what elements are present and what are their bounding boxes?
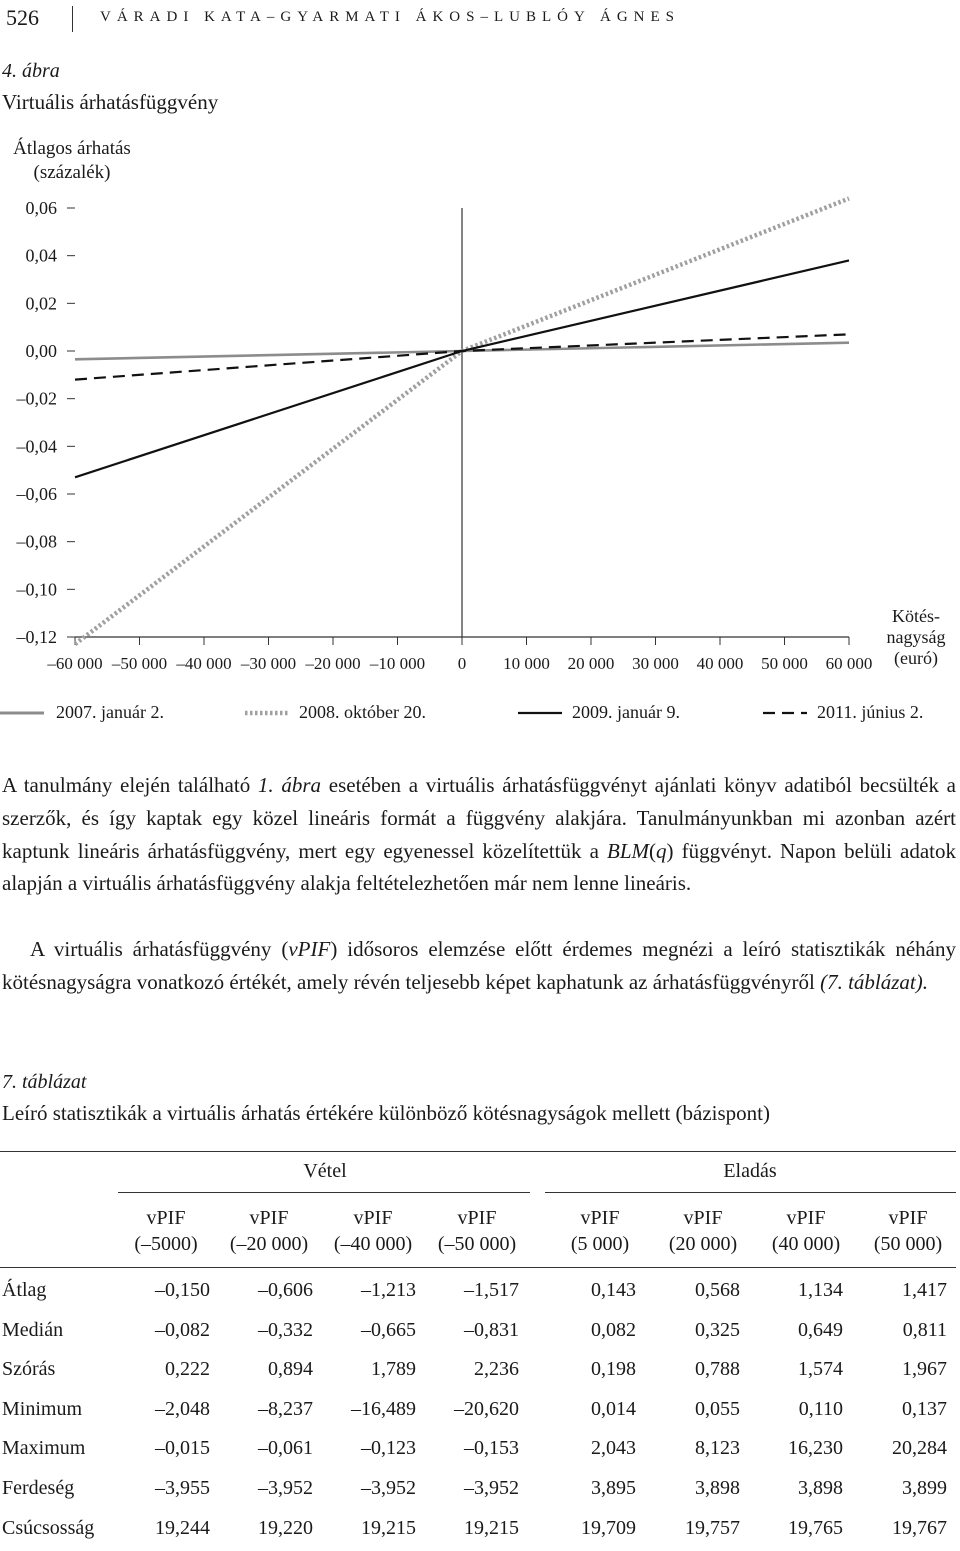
table-group-rule-right [545,1192,956,1193]
y-tick-label: –0,10 [16,579,57,600]
table-row-label: Csúcsosság [2,1516,95,1539]
table-column-header: vPIF [888,1207,928,1229]
table-column-header: vPIF [353,1207,393,1229]
x-tick-label: –10 000 [369,654,426,673]
x-tick-label: –30 000 [240,654,297,673]
legend-item [0,702,164,723]
y-tick-label: 0,04 [25,245,57,266]
table-row-label: Maximum [2,1437,86,1460]
legend-swatch [245,708,289,718]
y-tick-label: –0,04 [16,436,57,457]
table-cell: 8,123 [695,1437,740,1460]
table-column-header: (40 000) [771,1233,841,1255]
table-cell: 0,568 [695,1279,740,1301]
table-row-label: Ferdeség [2,1477,75,1499]
table-column-header: (–40 000) [333,1233,413,1255]
table-cell: 1,574 [798,1358,843,1381]
y-tick-label: –0,06 [16,484,57,504]
table-column-header: (50 000) [873,1233,943,1255]
table-cell: 3,898 [798,1477,843,1499]
table-cell: –0,015 [155,1437,210,1460]
text-run: esetében a virtuális árhatásfüggvényt ajánlati könyv adatiból becsülték a szerzők, és így kaptak egy közel lineáris formát a függvény alakjára. Tanulmányunkban mi azonban azért kaptunk lineáris árhatásfüggvény, mert egy egyenessel közelítettük a [2,773,956,863]
table-cell: 3,898 [695,1477,740,1499]
table-cell: –0,061 [258,1437,313,1460]
table-cell: 2,043 [591,1437,636,1460]
x-tick-label: –40 000 [176,654,232,673]
table-group-header: Eladás [723,1160,777,1182]
y-tick-label: 0,00 [25,341,57,361]
table-cell: –0,123 [361,1437,416,1460]
table-cell: 0,143 [591,1279,636,1301]
table-cell: 1,134 [798,1279,843,1301]
x-tick-label: 60 000 [825,654,873,673]
table-cell: –0,831 [464,1318,519,1341]
body-paragraph-2 [2,933,956,999]
table-label: 7. táblázat [2,1071,87,1093]
body-paragraph-1 [2,769,956,900]
table-column-header: (–20 000) [229,1233,309,1255]
x-tick-label: 10 000 [503,654,550,673]
x-tick-label: –20 000 [305,654,361,673]
table-cell: –3,952 [258,1477,313,1499]
table-cell: –0,665 [361,1318,416,1341]
x-tick-label: –50 000 [111,654,168,673]
table-row-label: Medián [2,1318,64,1341]
table-cell: –8,237 [258,1397,313,1420]
table-cell: 19,215 [361,1516,416,1539]
table-cell: –0,082 [155,1318,210,1341]
table-cell: 0,811 [902,1318,947,1341]
legend-item [763,702,923,723]
legend-label: 2008. október 20. [299,702,426,722]
y-tick-label: 0,06 [25,198,57,218]
table-cell: 0,198 [591,1358,636,1381]
table-cell: –3,955 [155,1477,210,1499]
header-authors: VÁRADI KATA–GYARMATI ÁKOS–LUBLÓY ÁGNES [100,9,680,25]
table-cell: 0,014 [591,1397,636,1420]
figure-title: Virtuális árhatásfüggvény [2,90,219,114]
table-cell: 0,894 [268,1358,313,1381]
y-axis-label-line: (százalék) [33,162,111,183]
table-row-label: Minimum [2,1397,83,1420]
legend-swatch [0,708,46,718]
table-cell: 1,789 [371,1358,416,1381]
y-axis-label-line: Átlagos árhatás [13,138,131,159]
x-tick-label: 40 000 [696,654,744,673]
text-run: A virtuális árhatásfüggvény ( [30,937,289,961]
text-run: A tanulmány elején található [2,773,258,797]
table-cell: –3,952 [464,1477,519,1499]
table-cell: 19,244 [155,1516,210,1539]
table-cell: 0,222 [165,1358,210,1381]
legend-label: 2011. június 2. [817,702,924,722]
table-cell: 0,110 [798,1397,843,1420]
table-cell: 19,767 [892,1516,947,1539]
page-number: 526 [6,5,39,30]
table-cell: 0,325 [695,1318,740,1341]
table-cell: 1,967 [902,1358,947,1381]
legend-item [245,702,426,723]
table-cell: 0,649 [798,1318,843,1341]
chart-legend [0,702,960,732]
table-cell: 0,055 [695,1397,740,1420]
table-cell: –0,153 [464,1437,519,1460]
table-cell: –0,606 [258,1279,313,1301]
legend-label: 2009. január 9. [572,702,680,722]
y-tick-label: –0,02 [16,388,57,409]
table-cell: 3,895 [591,1477,636,1499]
table-cell: 3,899 [902,1477,947,1499]
text-run: q [656,838,667,863]
y-tick-label: –0,08 [16,531,57,552]
table-cell: –0,332 [258,1318,313,1341]
table-cell: –1,213 [361,1279,416,1301]
y-tick-label: 0,02 [25,293,57,314]
text-run: vPIF [288,937,331,961]
x-tick-label: 30 000 [632,654,679,673]
x-axis-label-line: Kötés- [892,606,940,626]
text-run: (7. táblázat). [820,969,929,994]
table-cell: –2,048 [155,1397,210,1420]
table-top-rule [0,1151,956,1152]
table-column-header: vPIF [146,1207,186,1229]
table-column-header: vPIF [249,1207,289,1229]
table-column-header: (–50 000) [437,1233,517,1255]
x-tick-label: –60 000 [47,654,103,673]
text-run: BLM [607,838,649,863]
table-cell: 2,236 [474,1358,519,1381]
table-cell: –3,952 [361,1477,416,1499]
legend-item [518,702,680,723]
table-cell: 19,709 [581,1516,636,1539]
x-tick-label: 0 [457,654,467,673]
legend-swatch [518,708,562,718]
table-row-label: Átlag [2,1279,47,1301]
table-column-header: vPIF [580,1207,620,1229]
table-cell: –16,489 [351,1397,416,1420]
table-group-rule-left [118,1192,530,1193]
x-axis-label-line: nagyság [886,627,946,647]
legend-label: 2007. január 2. [56,702,164,722]
table-column-header: vPIF [683,1207,723,1229]
table-cell: 0,788 [695,1358,740,1381]
table-cell: –1,517 [464,1279,519,1301]
text-run: 1. ábra [257,773,322,797]
table-header-rule [0,1267,956,1268]
table-group-header: Vétel [303,1160,347,1182]
table-column-header: (–5000) [134,1233,198,1255]
table-column-header: vPIF [457,1207,497,1229]
figure-label: 4. ábra [2,60,60,82]
text-run: ) idősoros elemzése előtt érdemes megnézi a leíró statisztikák néhány kötésnagyságra vonatkozó értékét, amely révén teljesebb képet kaphatunk az árhatásfüggvényről [2,937,956,994]
x-tick-label: 50 000 [761,654,808,673]
table-cell: –20,620 [454,1397,519,1420]
table-cell: 20,284 [892,1437,947,1460]
table-cell: –0,150 [155,1279,210,1301]
table-cell: 19,757 [685,1516,740,1539]
table-cell: 16,230 [788,1437,843,1460]
table-cell: 19,220 [258,1516,313,1539]
table-row-label: Szórás [2,1358,56,1381]
table-cell: 19,215 [464,1516,519,1539]
table-cell: 19,765 [788,1516,843,1539]
legend-swatch [763,708,807,718]
chart-svg [0,0,960,700]
table-cell: 0,137 [902,1397,947,1420]
y-tick-label: –0,12 [16,627,57,647]
table-column-header: (5 000) [570,1233,630,1255]
table-cell: 0,082 [591,1318,636,1341]
text-run: ) függvényt. Napon belüli adatok alapján a virtuális árhatásfüggvény alakja feltételezhetően már nem lenne lineáris. [2,838,956,896]
text-run: ( [649,838,656,863]
table-title: Leíró statisztikák a virtuális árhatás értékére különböző kötésnagyságok mellett (bázispont) [2,1101,770,1125]
x-tick-label: 20 000 [567,654,615,673]
table-column-header: vPIF [786,1207,826,1229]
table-column-header: (20 000) [668,1233,738,1255]
table-cell: 1,417 [902,1279,947,1301]
x-axis-label-line: (euró) [894,648,938,668]
